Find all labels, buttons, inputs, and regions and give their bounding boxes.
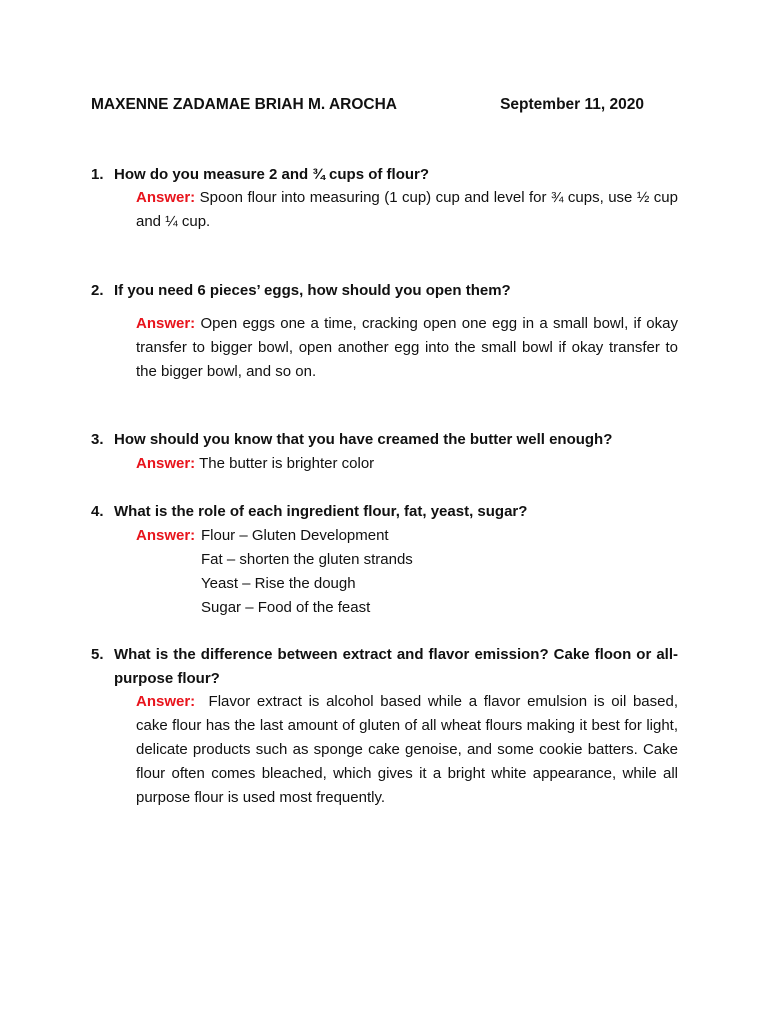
answer-label: Answer: <box>136 189 196 206</box>
question-text: If you need 6 pieces’ eggs, how should you open them? <box>114 282 511 299</box>
answer-3 <box>136 452 678 476</box>
question-1 <box>91 163 678 187</box>
question-2 <box>91 279 678 303</box>
question-text: How should you know that you have creamed the butter well enough? <box>114 431 613 448</box>
answer-text: Open eggs one a time, cracking open one egg in a small bowl, if okay transfer to bigger bowl, open another egg into the small bowl if okay transfer to the bigger bowl, and so on. <box>136 315 678 380</box>
ingredient-flour: Flour – Gluten Development <box>201 527 389 544</box>
answer-5 <box>136 690 678 810</box>
ingredient-sugar: Sugar – Food of the feast <box>201 599 371 616</box>
question-5 <box>91 643 678 691</box>
ingredient-yeast: Yeast – Rise the dough <box>201 575 356 592</box>
question-4 <box>91 500 678 524</box>
answer-text: Flavor extract is alcohol based while a flavor emulsion is oil based, cake flour has the last amount of gluten of all wheat flours making it best for light, delicate products such as sponge cake genoise, and some cookie batters. Cake flour often comes bleached, which gives it a bright white appearance, while all purpose flour is used most frequently. <box>136 693 678 806</box>
answer-label: Answer: <box>136 693 196 710</box>
question-number: 1. <box>91 166 104 183</box>
answer-2 <box>136 312 678 384</box>
question-number: 3. <box>91 431 104 448</box>
answer-label: Answer: <box>136 455 196 472</box>
answer-1 <box>136 186 678 234</box>
answer-label: Answer: <box>136 527 196 544</box>
question-text: What is the role of each ingredient flour, fat, yeast, sugar? <box>114 503 528 520</box>
ingredient-fat: Fat – shorten the gluten strands <box>201 551 413 568</box>
document-header <box>91 96 644 118</box>
document-date: September 11, 2020 <box>500 96 644 113</box>
student-name: MAXENNE ZADAMAE BRIAH M. AROCHA <box>91 96 397 113</box>
answer-text: The butter is brighter color <box>199 455 375 472</box>
question-3 <box>91 428 678 452</box>
question-text: What is the difference between extract and flavor emission? Cake floon or all-purpose flour? <box>114 646 678 687</box>
question-text: How do you measure 2 and ¾ cups of flour? <box>114 166 430 183</box>
question-number: 4. <box>91 503 104 520</box>
question-number: 5. <box>91 646 104 663</box>
answer-text: Spoon flour into measuring (1 cup) cup and level for ¾ cups, use ½ cup and ¼ cup. <box>136 189 678 230</box>
answer-label: Answer: <box>136 315 196 332</box>
question-number: 2. <box>91 282 104 299</box>
